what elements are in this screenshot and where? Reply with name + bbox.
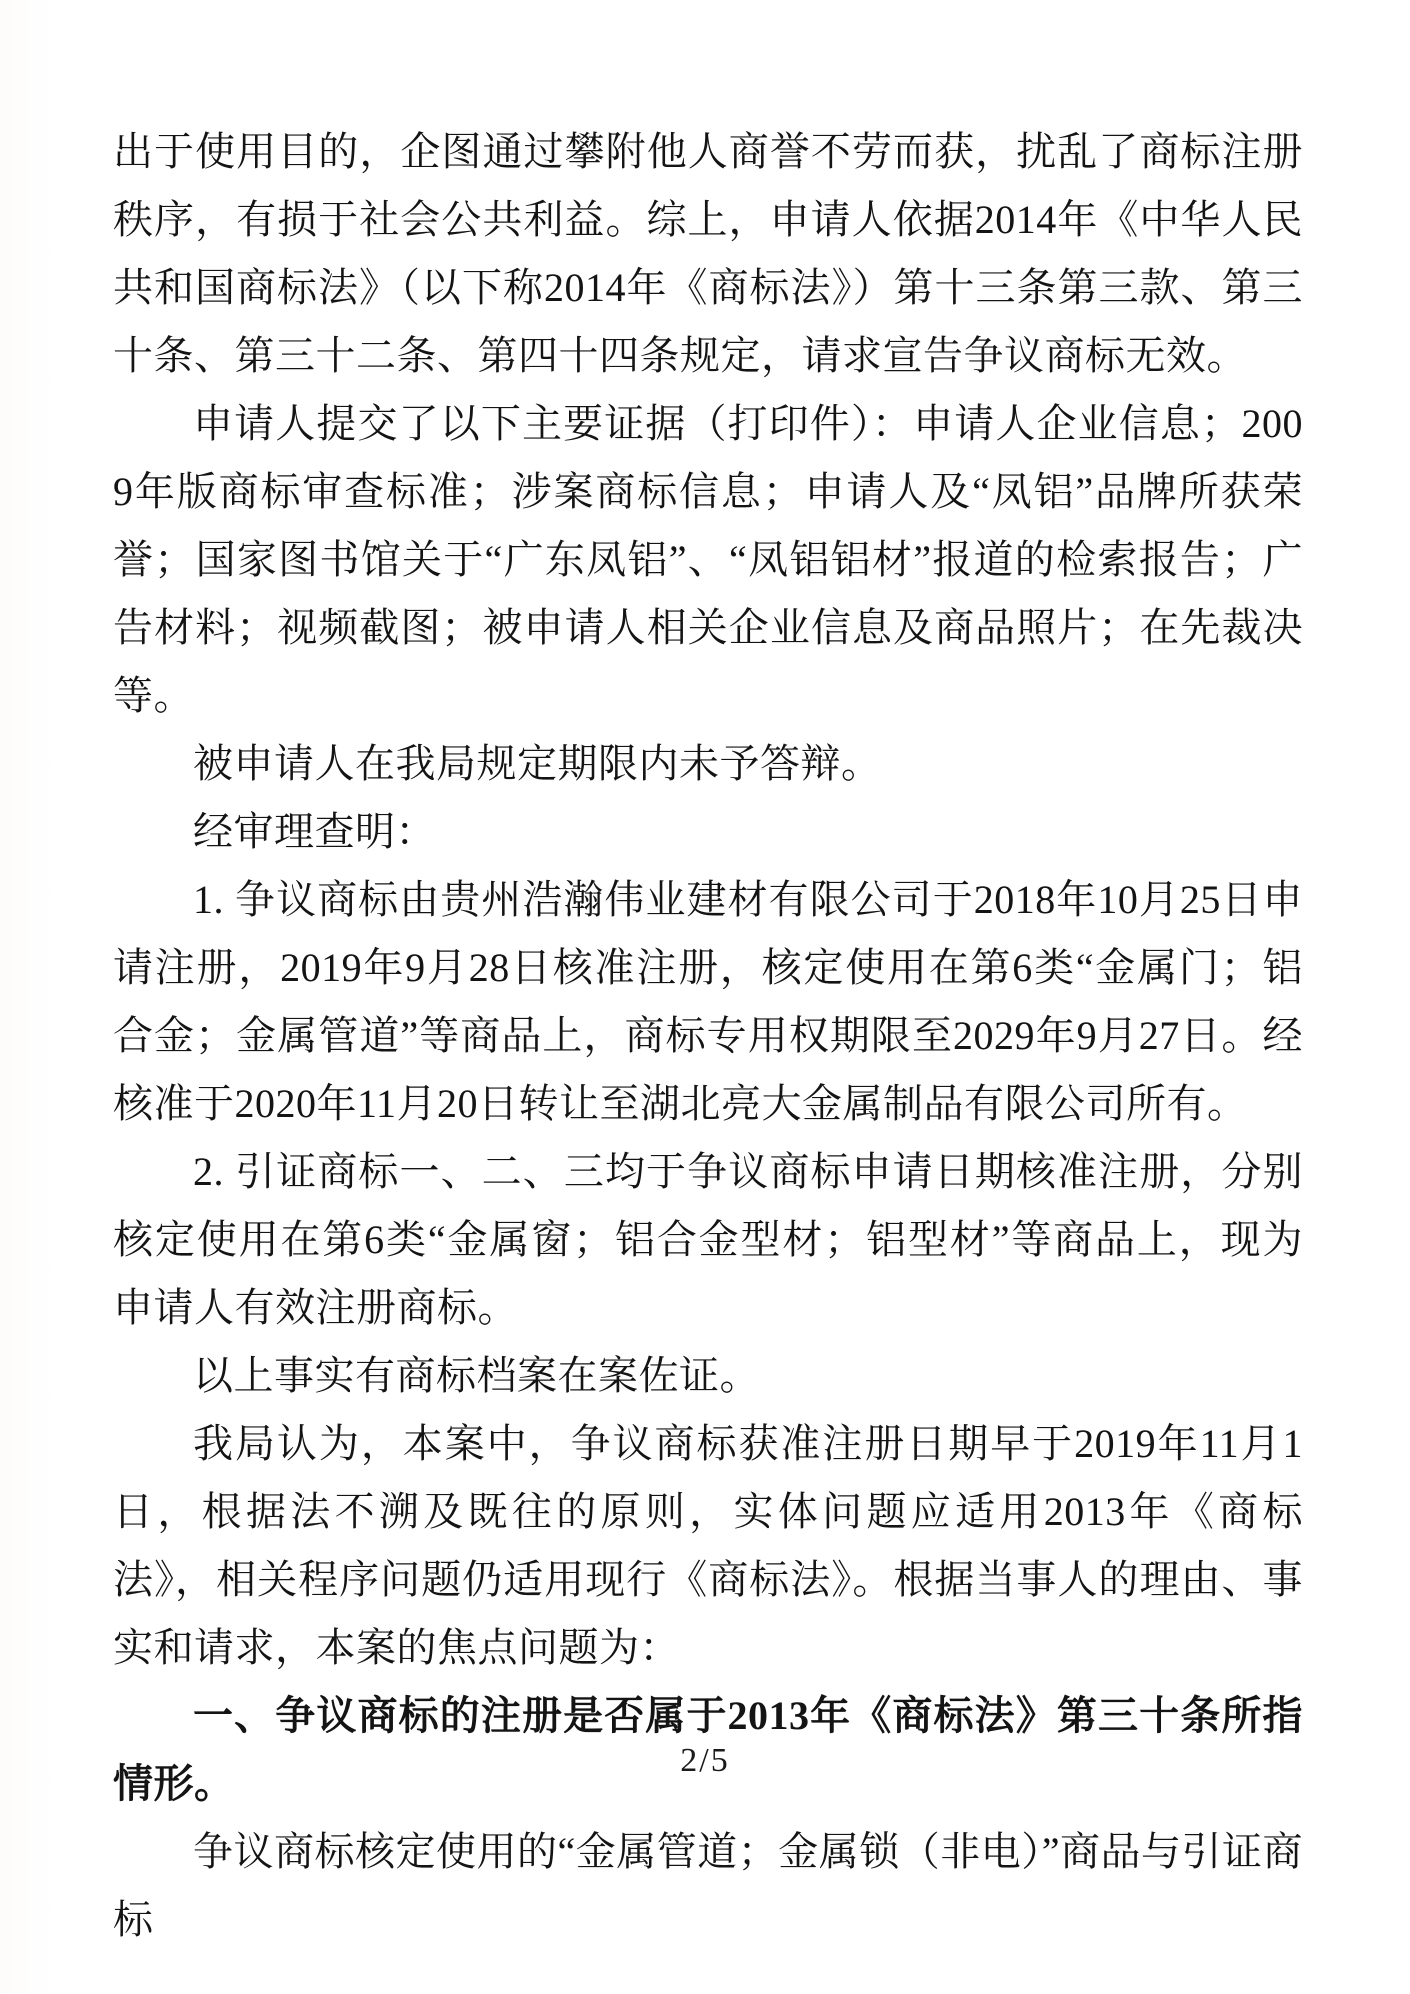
body-paragraph-finding-2: 2. 引证商标一、二、三均于争议商标申请日期核准注册，分别核定使用在第6类“金属窗；铝合金型材；铝型材”等商品上，现为申请人有效注册商标。 xyxy=(113,1149,1303,1330)
focus-issue-heading: 一、争议商标的注册是否属于2013年《商标法》第三十条所指情形。 xyxy=(113,1693,1303,1806)
page-number: 2/5 xyxy=(680,1742,730,1779)
body-paragraph-continuation: 出于使用目的，企图通过攀附他人商誉不劳而获，扰乱了商标注册秩序，有损于社会公共利益。综上，申请人依据2014年《中华人民共和国商标法》（以下称2014年《商标法》）第十三条第三款、第三十条、第三十二条、第四十四条规定，请求宣告争议商标无效。 xyxy=(113,129,1303,378)
document-page xyxy=(113,118,1303,1954)
body-paragraph-finding-1: 1. 争议商标由贵州浩瀚伟业建材有限公司于2018年10月25日申请注册，2019年9月28日核准注册，核定使用在第6类“金属门；铝合金；金属管道”等商品上，商标专用权期限至2029年9月27日。经核准于2020年11月20日转让至湖北亮大金属制品有限公司所有。 xyxy=(113,877,1303,1126)
body-paragraph-opinion: 我局认为，本案中，争议商标获准注册日期早于2019年11月1日，根据法不溯及既往的原则，实体问题应适用2013年《商标法》，相关程序问题仍适用现行《商标法》。根据当事人的理由、事实和请求，本案的焦点问题为： xyxy=(113,1421,1303,1670)
body-paragraph-goods-comparison: 争议商标核定使用的“金属管道；金属锁（非电）”商品与引证商标 xyxy=(113,1829,1304,1942)
body-paragraph-evidence-list: 申请人提交了以下主要证据（打印件）：申请人企业信息；2009年版商标审查标准；涉案商标信息；申请人及“凤铝”品牌所获荣誉；国家图书馆关于“广东凤铝”、“凤铝铝材”报道的检索报告；广告材料；视频截图；被申请人相关企业信息及商品照片；在先裁决等。 xyxy=(113,401,1303,718)
body-paragraph-facts-evidence: 以上事实有商标档案在案佐证。 xyxy=(193,1353,760,1398)
body-paragraph-findings-heading: 经审理查明： xyxy=(193,809,436,854)
body-paragraph-no-reply: 被申请人在我局规定期限内未予答辩。 xyxy=(193,741,882,786)
